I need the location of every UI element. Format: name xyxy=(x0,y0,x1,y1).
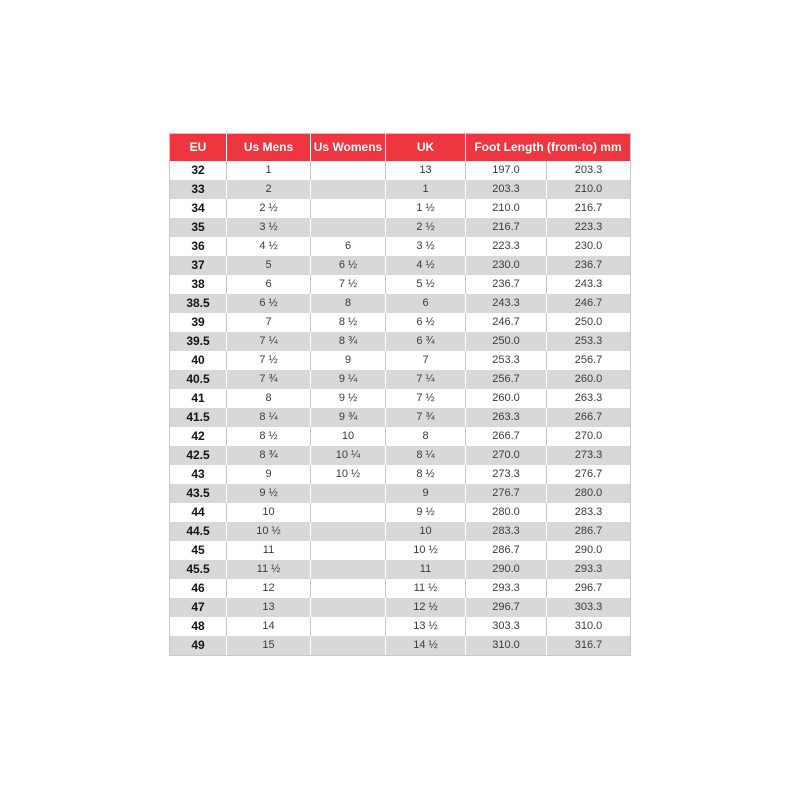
cell-foot-length-to: 210.0 xyxy=(547,180,630,199)
cell-foot-length-to: 316.7 xyxy=(547,636,630,655)
table-row xyxy=(170,579,630,598)
cell-us-mens: 14 xyxy=(227,617,311,636)
cell-us-womens xyxy=(311,560,386,579)
cell-us-mens: 1 xyxy=(227,161,311,180)
cell-foot-length-to: 296.7 xyxy=(547,579,630,598)
cell-uk: 10 xyxy=(386,522,466,541)
cell-us-womens xyxy=(311,180,386,199)
cell-us-womens: 6 xyxy=(311,237,386,256)
column-header-uk: UK xyxy=(386,134,466,161)
cell-eu: 37 xyxy=(170,256,227,275)
table-row xyxy=(170,389,630,408)
cell-eu: 40.5 xyxy=(170,370,227,389)
table-row xyxy=(170,465,630,484)
cell-foot-length-from: 270.0 xyxy=(466,446,547,465)
cell-foot-length-from: 286.7 xyxy=(466,541,547,560)
cell-foot-length-to: 276.7 xyxy=(547,465,630,484)
cell-foot-length-to: 290.0 xyxy=(547,541,630,560)
cell-us-mens: 10 xyxy=(227,503,311,522)
cell-us-mens: 7 ¾ xyxy=(227,370,311,389)
table-row xyxy=(170,180,630,199)
table-header xyxy=(170,134,630,161)
cell-us-womens xyxy=(311,636,386,655)
cell-eu: 39 xyxy=(170,313,227,332)
cell-eu: 36 xyxy=(170,237,227,256)
cell-us-mens: 11 xyxy=(227,541,311,560)
shoe-size-conversion-table xyxy=(169,133,631,656)
cell-foot-length-from: 216.7 xyxy=(466,218,547,237)
header-row xyxy=(170,134,630,161)
cell-us-womens xyxy=(311,522,386,541)
table-row xyxy=(170,503,630,522)
cell-foot-length-from: 223.3 xyxy=(466,237,547,256)
cell-us-womens: 8 ½ xyxy=(311,313,386,332)
cell-us-mens: 10 ½ xyxy=(227,522,311,541)
cell-us-womens: 9 ½ xyxy=(311,389,386,408)
cell-foot-length-from: 263.3 xyxy=(466,408,547,427)
cell-us-mens: 9 ½ xyxy=(227,484,311,503)
cell-foot-length-to: 286.7 xyxy=(547,522,630,541)
table-row xyxy=(170,446,630,465)
cell-eu: 44.5 xyxy=(170,522,227,541)
cell-uk: 4 ½ xyxy=(386,256,466,275)
table-row xyxy=(170,351,630,370)
cell-uk: 1 xyxy=(386,180,466,199)
cell-foot-length-from: 243.3 xyxy=(466,294,547,313)
cell-foot-length-to: 256.7 xyxy=(547,351,630,370)
table-row xyxy=(170,636,630,655)
cell-us-womens xyxy=(311,503,386,522)
cell-uk: 11 ½ xyxy=(386,579,466,598)
cell-foot-length-to: 223.3 xyxy=(547,218,630,237)
cell-uk: 6 ½ xyxy=(386,313,466,332)
cell-uk: 8 xyxy=(386,427,466,446)
cell-foot-length-from: 260.0 xyxy=(466,389,547,408)
cell-foot-length-from: 230.0 xyxy=(466,256,547,275)
cell-us-womens xyxy=(311,541,386,560)
cell-eu: 48 xyxy=(170,617,227,636)
table-row xyxy=(170,408,630,427)
cell-us-mens: 8 ¼ xyxy=(227,408,311,427)
cell-us-womens: 10 xyxy=(311,427,386,446)
cell-eu: 41.5 xyxy=(170,408,227,427)
cell-foot-length-to: 260.0 xyxy=(547,370,630,389)
cell-us-womens xyxy=(311,199,386,218)
table-row xyxy=(170,294,630,313)
table-row xyxy=(170,617,630,636)
cell-us-womens xyxy=(311,598,386,617)
cell-foot-length-from: 276.7 xyxy=(466,484,547,503)
cell-foot-length-to: 280.0 xyxy=(547,484,630,503)
cell-uk: 11 xyxy=(386,560,466,579)
cell-uk: 7 ¾ xyxy=(386,408,466,427)
cell-eu: 41 xyxy=(170,389,227,408)
cell-uk: 10 ½ xyxy=(386,541,466,560)
column-header-foot-length: Foot Length (from-to) mm xyxy=(466,134,630,161)
cell-foot-length-to: 310.0 xyxy=(547,617,630,636)
cell-eu: 47 xyxy=(170,598,227,617)
size-table-body xyxy=(170,161,630,655)
table-row xyxy=(170,370,630,389)
cell-uk: 8 ½ xyxy=(386,465,466,484)
cell-uk: 6 xyxy=(386,294,466,313)
table-row xyxy=(170,541,630,560)
cell-uk: 9 xyxy=(386,484,466,503)
cell-eu: 43.5 xyxy=(170,484,227,503)
cell-foot-length-from: 256.7 xyxy=(466,370,547,389)
cell-eu: 49 xyxy=(170,636,227,655)
cell-foot-length-from: 290.0 xyxy=(466,560,547,579)
cell-us-womens xyxy=(311,617,386,636)
cell-foot-length-from: 280.0 xyxy=(466,503,547,522)
cell-uk: 2 ½ xyxy=(386,218,466,237)
cell-eu: 42.5 xyxy=(170,446,227,465)
cell-foot-length-from: 197.0 xyxy=(466,161,547,180)
column-header-us-mens: Us Mens xyxy=(227,134,311,161)
cell-uk: 1 ½ xyxy=(386,199,466,218)
column-header-eu: EU xyxy=(170,134,227,161)
cell-foot-length-from: 246.7 xyxy=(466,313,547,332)
table-row xyxy=(170,313,630,332)
cell-us-womens xyxy=(311,484,386,503)
cell-foot-length-to: 243.3 xyxy=(547,275,630,294)
table-row xyxy=(170,275,630,294)
cell-us-womens: 8 ¾ xyxy=(311,332,386,351)
cell-foot-length-to: 250.0 xyxy=(547,313,630,332)
cell-eu: 46 xyxy=(170,579,227,598)
table-row xyxy=(170,522,630,541)
table-row xyxy=(170,237,630,256)
cell-eu: 43 xyxy=(170,465,227,484)
cell-foot-length-from: 283.3 xyxy=(466,522,547,541)
cell-eu: 33 xyxy=(170,180,227,199)
cell-foot-length-to: 273.3 xyxy=(547,446,630,465)
cell-foot-length-from: 310.0 xyxy=(466,636,547,655)
cell-foot-length-to: 203.3 xyxy=(547,161,630,180)
cell-foot-length-from: 273.3 xyxy=(466,465,547,484)
cell-us-mens: 7 ½ xyxy=(227,351,311,370)
cell-us-womens: 9 ¼ xyxy=(311,370,386,389)
table-row xyxy=(170,484,630,503)
cell-eu: 38 xyxy=(170,275,227,294)
cell-us-mens: 7 ¼ xyxy=(227,332,311,351)
cell-foot-length-from: 253.3 xyxy=(466,351,547,370)
cell-uk: 7 ¼ xyxy=(386,370,466,389)
cell-us-womens xyxy=(311,161,386,180)
table-row xyxy=(170,256,630,275)
cell-foot-length-from: 296.7 xyxy=(466,598,547,617)
cell-us-womens: 8 xyxy=(311,294,386,313)
cell-eu: 40 xyxy=(170,351,227,370)
cell-foot-length-from: 236.7 xyxy=(466,275,547,294)
cell-eu: 45 xyxy=(170,541,227,560)
table-row xyxy=(170,218,630,237)
cell-foot-length-to: 230.0 xyxy=(547,237,630,256)
cell-eu: 45.5 xyxy=(170,560,227,579)
cell-foot-length-to: 246.7 xyxy=(547,294,630,313)
cell-us-mens: 15 xyxy=(227,636,311,655)
cell-us-womens xyxy=(311,218,386,237)
table-row xyxy=(170,560,630,579)
cell-uk: 6 ¾ xyxy=(386,332,466,351)
cell-us-mens: 5 xyxy=(227,256,311,275)
cell-us-mens: 8 xyxy=(227,389,311,408)
table-row xyxy=(170,199,630,218)
cell-us-mens: 2 ½ xyxy=(227,199,311,218)
cell-foot-length-from: 250.0 xyxy=(466,332,547,351)
cell-uk: 14 ½ xyxy=(386,636,466,655)
cell-us-mens: 3 ½ xyxy=(227,218,311,237)
cell-foot-length-to: 253.3 xyxy=(547,332,630,351)
cell-us-mens: 6 xyxy=(227,275,311,294)
column-header-us-womens: Us Womens xyxy=(311,134,386,161)
cell-foot-length-from: 203.3 xyxy=(466,180,547,199)
cell-uk: 9 ½ xyxy=(386,503,466,522)
cell-uk: 13 xyxy=(386,161,466,180)
cell-us-mens: 4 ½ xyxy=(227,237,311,256)
cell-foot-length-from: 210.0 xyxy=(466,199,547,218)
cell-us-womens xyxy=(311,579,386,598)
cell-us-mens: 2 xyxy=(227,180,311,199)
cell-us-womens: 10 ¼ xyxy=(311,446,386,465)
cell-eu: 38.5 xyxy=(170,294,227,313)
cell-us-womens: 7 ½ xyxy=(311,275,386,294)
cell-eu: 35 xyxy=(170,218,227,237)
cell-eu: 44 xyxy=(170,503,227,522)
cell-uk: 7 xyxy=(386,351,466,370)
cell-us-womens: 9 ¾ xyxy=(311,408,386,427)
cell-uk: 12 ½ xyxy=(386,598,466,617)
cell-foot-length-to: 303.3 xyxy=(547,598,630,617)
table-row xyxy=(170,427,630,446)
cell-foot-length-to: 266.7 xyxy=(547,408,630,427)
cell-uk: 3 ½ xyxy=(386,237,466,256)
cell-us-mens: 13 xyxy=(227,598,311,617)
cell-foot-length-to: 236.7 xyxy=(547,256,630,275)
cell-foot-length-to: 263.3 xyxy=(547,389,630,408)
cell-us-mens: 7 xyxy=(227,313,311,332)
cell-us-mens: 8 ½ xyxy=(227,427,311,446)
cell-eu: 39.5 xyxy=(170,332,227,351)
cell-uk: 13 ½ xyxy=(386,617,466,636)
cell-us-mens: 11 ½ xyxy=(227,560,311,579)
cell-foot-length-from: 266.7 xyxy=(466,427,547,446)
table-row xyxy=(170,332,630,351)
cell-us-womens: 9 xyxy=(311,351,386,370)
cell-eu: 32 xyxy=(170,161,227,180)
cell-foot-length-to: 293.3 xyxy=(547,560,630,579)
cell-foot-length-to: 216.7 xyxy=(547,199,630,218)
cell-us-mens: 6 ½ xyxy=(227,294,311,313)
cell-foot-length-from: 293.3 xyxy=(466,579,547,598)
cell-us-womens: 10 ½ xyxy=(311,465,386,484)
cell-us-mens: 12 xyxy=(227,579,311,598)
table-row xyxy=(170,161,630,180)
cell-eu: 42 xyxy=(170,427,227,446)
cell-uk: 7 ½ xyxy=(386,389,466,408)
cell-foot-length-to: 283.3 xyxy=(547,503,630,522)
cell-us-womens: 6 ½ xyxy=(311,256,386,275)
cell-uk: 8 ¼ xyxy=(386,446,466,465)
cell-us-mens: 8 ¾ xyxy=(227,446,311,465)
cell-foot-length-to: 270.0 xyxy=(547,427,630,446)
cell-us-mens: 9 xyxy=(227,465,311,484)
cell-uk: 5 ½ xyxy=(386,275,466,294)
table-row xyxy=(170,598,630,617)
cell-foot-length-from: 303.3 xyxy=(466,617,547,636)
cell-eu: 34 xyxy=(170,199,227,218)
